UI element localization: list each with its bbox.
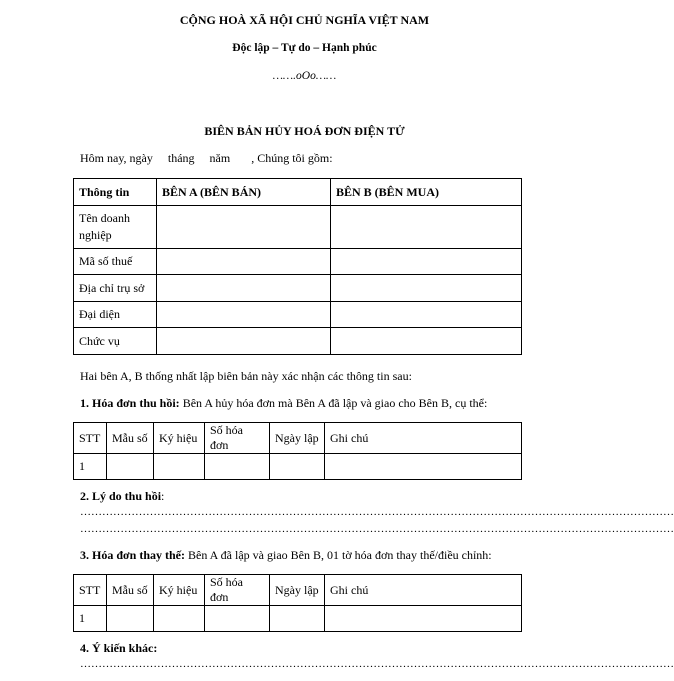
- row-label: Mã số thuế: [74, 249, 157, 275]
- section1-text: Bên A hủy hóa đơn mà Bên A đã lập và giao cho Bên B, cụ thể:: [179, 396, 488, 410]
- section3-heading: 3. Hóa đơn thay thế:: [80, 548, 185, 562]
- header-note: Ghi chú: [325, 575, 522, 606]
- table-row: [74, 454, 522, 480]
- table-row: [74, 249, 522, 275]
- symbol-cell[interactable]: [154, 606, 205, 632]
- reason-dotted-line-1[interactable]: ………………………………………………………………………………………………………………………………………………: [80, 506, 674, 518]
- header-party-b: BÊN B (BÊN MUA): [331, 179, 522, 206]
- form-cell[interactable]: [107, 454, 154, 480]
- header-date: Ngày lập: [270, 423, 325, 454]
- header-invoice-number: Số hóa đơn: [205, 575, 270, 606]
- parties-table: [73, 178, 522, 355]
- recalled-header-row: [74, 423, 522, 454]
- section3-text: Bên A đã lập và giao Bên B, 01 tờ hóa đơn thay thế/điều chỉnh:: [185, 548, 492, 562]
- country-header: CỘNG HOÀ XÃ HỘI CHỦ NGHĨA VIỆT NAM: [179, 13, 430, 27]
- symbol-cell[interactable]: [154, 454, 205, 480]
- table-row: [74, 302, 522, 328]
- section2-colon: :: [161, 489, 165, 503]
- party-b-cell[interactable]: [331, 249, 522, 275]
- other-opinion-dotted-line[interactable]: ………………………………………………………………………………………………………………………………………………: [80, 658, 674, 670]
- replacement-invoice-table: [73, 574, 522, 632]
- table-row: [74, 606, 522, 632]
- section1-line: [80, 396, 487, 411]
- row-label: Địa chỉ trụ sở: [74, 275, 157, 302]
- row-label: Đại diện: [74, 302, 157, 328]
- motto: Độc lập – Tự do – Hạnh phúc: [232, 42, 377, 54]
- header-stt: STT: [74, 423, 107, 454]
- party-a-cell[interactable]: [157, 302, 331, 328]
- document-title: BIÊN BẢN HỦY HOÁ ĐƠN ĐIỆN TỬ: [204, 124, 405, 138]
- table-row: [74, 275, 522, 302]
- party-b-cell[interactable]: [331, 302, 522, 328]
- section1-heading: 1. Hóa đơn thu hồi:: [80, 396, 180, 410]
- header-invoice-number: Số hóa đơn: [205, 423, 270, 454]
- header-form: Mẫu số: [107, 423, 154, 454]
- invoice-number-cell[interactable]: [205, 454, 270, 480]
- party-b-cell[interactable]: [331, 328, 522, 355]
- section2-heading: 2. Lý do thu hồi: [80, 489, 162, 503]
- section2-line: [80, 489, 164, 504]
- parties-header-row: [74, 179, 522, 206]
- header-party-a: BÊN A (BÊN BÁN): [157, 179, 331, 206]
- row-label: Tên doanh nghiệp: [74, 206, 157, 249]
- party-a-cell[interactable]: [157, 328, 331, 355]
- replacement-header-row: [74, 575, 522, 606]
- party-b-cell[interactable]: [331, 206, 522, 249]
- table-row: [74, 206, 522, 249]
- note-cell[interactable]: [325, 606, 522, 632]
- party-b-cell[interactable]: [331, 275, 522, 302]
- table-row: [74, 328, 522, 355]
- date-cell[interactable]: [270, 606, 325, 632]
- agreement-text: Hai bên A, B thống nhất lập biên bản này xác nhận các thông tin sau:: [80, 369, 412, 383]
- stt-cell: 1: [74, 454, 107, 480]
- header-symbol: Ký hiệu: [154, 423, 205, 454]
- section4-heading: 4. Ý kiến khác:: [80, 641, 158, 655]
- date-cell[interactable]: [270, 454, 325, 480]
- header-form: Mẫu số: [107, 575, 154, 606]
- stt-cell: 1: [74, 606, 107, 632]
- row-label: Chức vụ: [74, 328, 157, 355]
- reason-dotted-line-2[interactable]: ………………………………………………………………………………………………………………………………………………: [80, 523, 674, 535]
- note-cell[interactable]: [325, 454, 522, 480]
- header-date: Ngày lập: [270, 575, 325, 606]
- invoice-number-cell[interactable]: [205, 606, 270, 632]
- header-info: Thông tin: [74, 179, 157, 206]
- party-a-cell[interactable]: [157, 249, 331, 275]
- header-stt: STT: [74, 575, 107, 606]
- recalled-invoice-table: [73, 422, 522, 480]
- header-note: Ghi chú: [325, 423, 522, 454]
- section3-line: [80, 548, 492, 563]
- intro-line: Hôm nay, ngày tháng năm , Chúng tôi gồm:: [80, 151, 333, 165]
- party-a-cell[interactable]: [157, 275, 331, 302]
- form-cell[interactable]: [107, 606, 154, 632]
- separator: …….oOo……: [272, 70, 337, 82]
- party-a-cell[interactable]: [157, 206, 331, 249]
- header-symbol: Ký hiệu: [154, 575, 205, 606]
